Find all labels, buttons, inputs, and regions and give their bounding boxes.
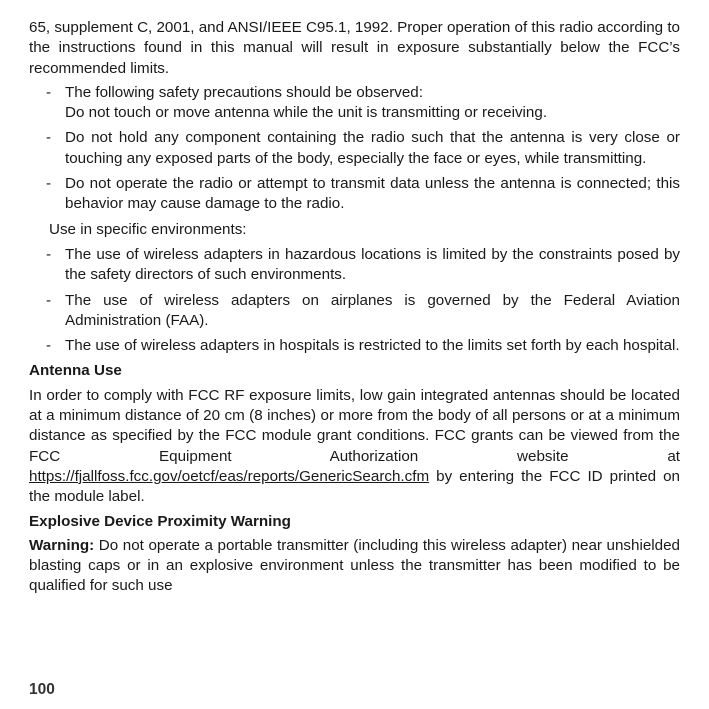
list-item [29,245,680,286]
bullet-text: Do not operate the radio or attempt to transmit data unless the antenna is connected; this behavior may cause damage to the radio. [65,175,680,213]
bullet-dash: - [46,291,52,309]
bullet-dash: - [46,245,52,263]
environments-list [29,245,680,356]
bullet-text: The use of wireless adapters in hospitals is restricted to the limits set forth by each hospital. [65,337,680,355]
bullet-text: The following safety precautions should be observed: [65,83,423,101]
page-number: 100 [29,681,55,698]
bullet-dash: - [46,337,52,355]
antenna-use-text: In order to comply with FCC RF exposure limits, low gain integrated antennas should be located at a minimum distance of 20 cm (8 inches) or more from the body of all persons or at a minimum distance as specified by the FCC module grant conditions. FCC grants can be viewed from the FCC Equipment Authorization website at [29,386,680,465]
list-item [29,128,680,169]
explosive-warning-heading: Explosive Device Proximity Warning [29,512,291,530]
list-item [29,174,680,215]
list-item [29,336,680,356]
bullet-dash: - [46,175,52,193]
bullet-text: Do not touch or move antenna while the unit is transmitting or receiving. [65,104,548,122]
list-item [29,291,680,332]
bullet-dash: - [46,129,52,147]
environments-intro: Use in specific environments: [49,220,247,238]
antenna-use-paragraph [29,386,680,508]
bullet-dash: - [46,83,52,101]
document-page [29,18,680,601]
antenna-use-text-end: by entering the FCC ID printed on the module label. [29,467,680,506]
fcc-search-link[interactable]: https://fjallfoss.fcc.gov/oetcf/eas/reports/GenericSearch.cfm [29,467,430,485]
warning-label: Warning: [29,536,95,554]
intro-paragraph: 65, supplement C, 2001, and ANSI/IEEE C95.1, 1992. Proper operation of this radio according to the instructions found in this manual will result in exposure substantially below the FCC’s recommended limits. [29,19,680,77]
explosive-warning-paragraph [29,536,680,597]
antenna-use-heading: Antenna Use [29,362,122,380]
list-item [29,83,680,124]
warning-text: Do not operate a portable transmitter (including this wireless adapter) near unshielded blasting caps or in an explosive environment unless the transmitter has been modified to be qualified for such use [29,536,680,595]
bullet-text: The use of wireless adapters in hazardous locations is limited by the constraints posed by the safety directors of such environments. [65,245,680,284]
bullet-text: The use of wireless adapters on airplanes is governed by the Federal Aviation Administration (FAA). [65,291,680,329]
safety-precautions-list [29,83,680,215]
bullet-text: Do not hold any component containing the radio such that the antenna is very close or touching any exposed parts of the body, especially the face or eyes, while transmitting. [65,129,680,167]
